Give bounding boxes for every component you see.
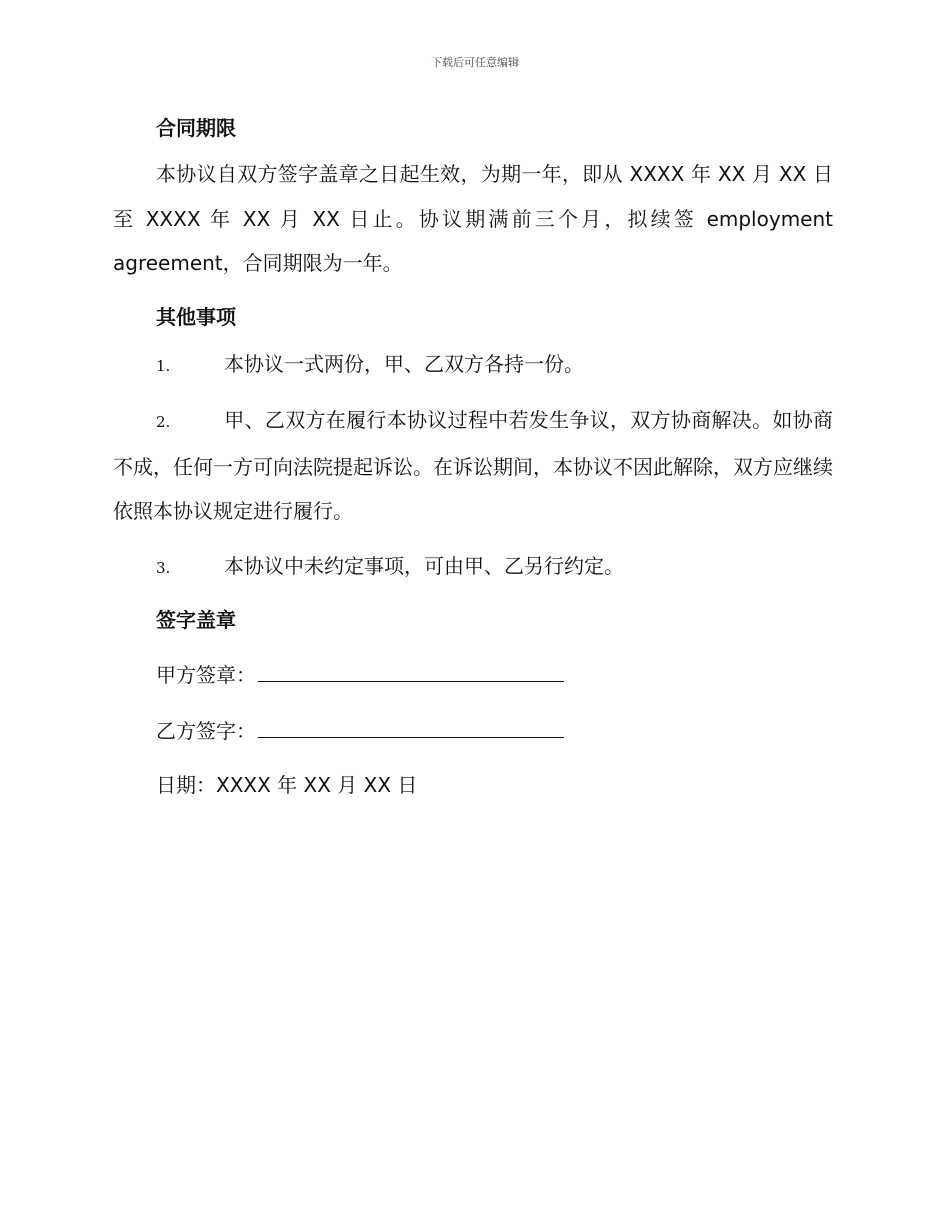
party-b-signature-line <box>113 713 833 747</box>
party-a-signature-line <box>113 657 833 691</box>
party-b-label: 乙方签字： <box>156 719 256 743</box>
list-text: 本协议一式两份，甲、乙双方各持一份。 <box>224 351 584 376</box>
section-heading-other: 其他事项 <box>156 304 236 329</box>
list-number: 2. <box>156 413 171 431</box>
list-number: 3. <box>156 558 171 577</box>
list-item <box>113 342 833 389</box>
date-line: 日期：XXXX 年 XX 月 XX 日 <box>156 773 418 797</box>
list-text: 本协议中未约定事项，可由甲、乙另行约定。 <box>224 553 624 578</box>
party-a-signature-blank <box>258 657 564 682</box>
header-note: 下载后可任意编辑 <box>431 56 519 69</box>
list-item <box>113 398 833 534</box>
term-paragraph: 本协议自双方签字盖章之日起生效，为期一年，即从 XXXX 年 XX 月 XX 日至 XXXX 年 XX 月 XX 日止。协议期满前三个月，拟续签 employment agreement，合同期限为一年。 <box>113 162 833 275</box>
section-heading-term: 合同期限 <box>156 116 236 140</box>
list-item <box>113 544 833 591</box>
list-number: 1. <box>156 356 171 375</box>
section-heading-signature: 签字盖章 <box>156 608 236 632</box>
party-a-label: 甲方签章： <box>156 663 256 687</box>
list-text: 甲、乙双方在履行本协议过程中若发生争议，双方协商解决。如协商不成，任何一方可向法院提起诉讼。在诉讼期间，本协议不因此解除，双方应继续依照本协议规定进行履行。 <box>113 408 833 523</box>
party-b-signature-blank <box>258 713 564 738</box>
document-body <box>113 112 833 801</box>
